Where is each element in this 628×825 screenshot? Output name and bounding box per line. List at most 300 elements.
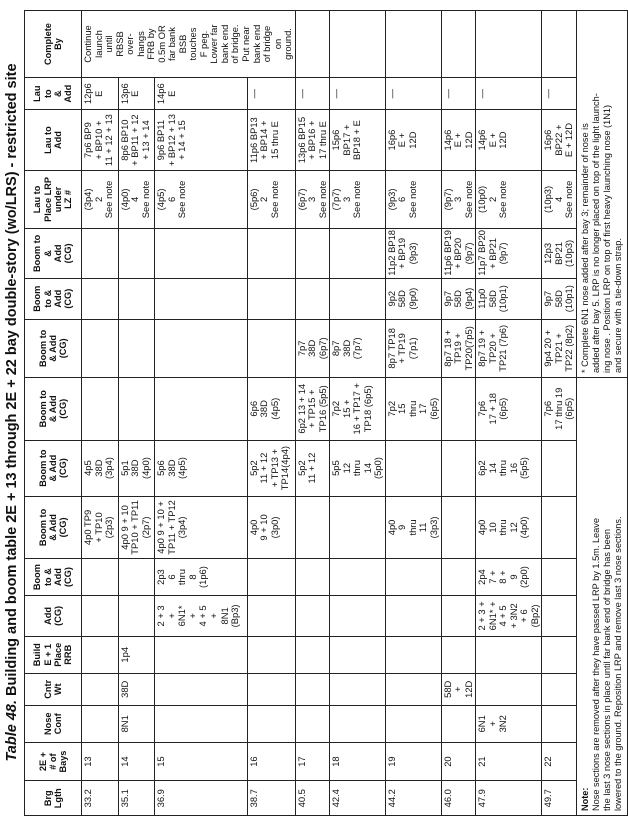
cell-line: 7p7 [295,340,307,357]
table-cell [155,636,247,673]
table-cell [295,110,330,170]
cell-line: 38D [165,459,177,477]
cell-line: 5p1 [118,460,130,476]
table-cell [385,377,441,440]
cell-line: Add [63,84,74,103]
cell-line: + 3N2 [507,603,519,629]
table-cell [476,78,542,110]
cell-line: 4p0 TP9 [82,509,93,546]
cell-line: Continue [82,25,93,63]
notes-row [576,11,627,816]
cell-line: (10p0) [476,185,488,213]
table-cell [441,229,476,279]
cell-line: until [103,35,115,53]
cell-line: 44.2 [385,789,397,808]
star-note-line: * Complete 6N1 nose added after bay 3; remainder of nose is [579,123,590,373]
cell-line: 49.7 [542,789,554,808]
table-cell [542,705,577,742]
cell-line: (4p5) [176,457,188,480]
table-cell [542,229,577,279]
complete-by-cell [476,11,542,78]
table-cell [118,440,155,496]
table-cell [542,781,577,816]
cell-line: on [271,38,283,50]
cell-line: 3 [306,196,318,203]
cell-line: over- [124,33,136,55]
cell-line: FRB by [145,28,157,60]
cell-line: (6p7) [316,337,328,360]
table-cell [295,673,330,705]
cell-line: (10p3) [542,185,554,213]
table-header [25,11,82,816]
cell-line: far bank [166,27,178,61]
table-cell [476,377,542,440]
table-cell [82,742,119,781]
cell-line: 11 + 12 + 13 [103,114,115,167]
table-cell [247,78,295,110]
cell-line: 8p7 18 + [441,329,453,367]
table-cell [330,673,386,705]
cell-line: (4p0) [118,188,130,211]
cell-line: 8 [186,574,198,580]
table-cell [385,595,441,636]
cell-line: 47.9 [476,789,488,808]
table-caption [4,0,20,825]
cell-line: 13p6 [118,83,130,105]
cell-line: 15p6 [330,129,342,151]
table-cell [542,78,577,110]
cell-line: 14 [486,462,498,474]
table-cell [247,742,295,781]
cell-line: + 13 + 14 [139,120,151,160]
table-cell [476,673,542,705]
cell-line: & [42,250,53,257]
cell-line: 8p7 TP18 [385,328,397,369]
table-cell [330,319,386,377]
cell-line: (6p5) [497,397,509,420]
cell-line: (9p3) [406,242,418,265]
table-cell [295,595,330,636]
table-cell [82,673,119,705]
star-note [576,11,627,378]
table-cell [247,673,295,705]
cell-line: (9p3) [385,188,397,211]
table-cell [82,781,119,816]
table-row [542,11,577,816]
cell-line: Boom [32,564,43,591]
table-cell [118,78,155,110]
table-cell [155,781,247,816]
cell-line: 33.2 [82,789,93,808]
cell-line: BP21 [552,241,564,265]
cell-line: E + [452,132,464,148]
table-cell [247,705,295,742]
table-cell [247,229,295,279]
cell-line: (9p4) [462,287,474,310]
table-cell [476,742,542,781]
table-cell [441,170,476,228]
table-cell [118,229,155,279]
cell-line: (6p5) [428,397,439,420]
column-header [25,742,82,781]
cell-line: (2p3) [103,516,115,539]
table-cell [476,319,542,377]
cell-line: E + [486,132,498,148]
cell-line: (CG) [58,458,69,479]
cell-line: TP19 + [452,333,464,364]
cell-line: + BP11 + 12 [129,114,141,166]
table-cell [82,496,119,559]
cell-line: (5p0) [372,457,384,480]
table-cell [385,110,441,170]
cell-line: 3 [340,196,352,203]
cell-line: 9p7 [542,290,554,307]
table-cell [441,377,476,440]
table-cell [441,781,476,816]
cell-line: 9p2 [385,290,397,307]
cell-line: 17 + 18 [486,392,498,425]
table-cell [330,742,386,781]
cell-line: & Add [47,514,58,541]
complete-by-cell [295,11,330,78]
cell-line: 38.7 [247,789,259,808]
table-body [82,11,577,816]
table-cell [542,595,577,636]
cell-line: 2p3 [155,569,167,585]
table-row [330,11,386,816]
table-cell [441,742,476,781]
table-cell [155,673,247,705]
cell-line: See note [563,180,575,219]
cell-line: (1p6) [197,566,209,589]
cell-line: (4p0) [139,457,151,480]
complete-by-cell [330,11,386,78]
cell-line: TP22 (8p2) [563,324,575,372]
cell-line: TP10 + TP11 [129,500,141,555]
cell-line: Place LRP [42,176,53,222]
cell-line: Boom to [37,329,48,367]
table-cell [118,673,155,705]
table-cell [295,559,330,596]
cell-line: TP20 + [486,333,498,364]
cell-line: + [186,613,198,619]
caption-label: Table 48. [4,699,20,762]
cell-line: & Add [47,334,58,362]
table-cell [385,742,441,781]
cell-line: Boom to [37,390,48,428]
cell-line: 2 [258,196,270,203]
table-cell [330,781,386,816]
cell-line: to & [42,289,53,308]
cell-line: 11p7 BP20 [476,229,488,276]
cell-line: 38D [258,400,270,418]
table-cell [295,229,330,279]
table-cell [476,278,542,319]
cell-line: 58D [441,680,453,698]
note-line: the last 3 nose sections in place until far bank end of bridge has been [601,529,612,811]
table-cell [385,78,441,110]
cell-line: 4p0 [247,519,259,536]
cell-line: 9 + 10 [258,514,270,541]
column-header [25,705,82,742]
cell-line: under [53,186,63,213]
cell-line: 6 [165,574,177,580]
cell-line: (9p0) [406,287,418,310]
cell-line: 11 + 12 [306,452,318,484]
cell-line: Boom [32,285,43,312]
cell-line: 14p6 [476,129,488,151]
cell-line: See note [176,180,188,219]
complete-by-cell [385,11,441,78]
cell-line: (9p7) [441,188,453,211]
table-cell [330,78,386,110]
cell-line: TP21 + [552,333,564,364]
table-cell [476,229,542,279]
table-cell [385,673,441,705]
table-cell [247,440,295,496]
cell-line: Put near [239,26,251,62]
table-cell [247,636,295,673]
column-header [25,170,82,228]
table-cell [441,636,476,673]
cell-line: RRB [63,644,74,665]
cell-line: 2 [486,196,498,203]
table-cell [118,278,155,319]
cell-line: (CG) [53,605,63,626]
table-cell [155,229,247,279]
cell-line: Wt [53,683,63,696]
cell-line: See note [139,180,151,219]
table-cell [155,170,247,228]
cell-line: 8N1 [118,715,130,733]
cell-line: By [53,38,63,50]
cell-line: Complete [42,23,53,65]
table-cell [118,705,155,742]
table-cell [441,705,476,742]
table-cell [476,170,542,228]
column-header [25,11,82,78]
table-cell [82,278,119,319]
table-cell [295,377,330,440]
cell-line: (3p3) [428,516,439,539]
column-header [25,229,82,279]
table-cell [82,595,119,636]
cell-line: (2p0) [518,566,530,589]
cell-line: 16p6 [385,129,397,151]
table-cell [542,636,577,673]
table-cell [118,781,155,816]
cell-line: + BP16 + [306,120,318,160]
table-cell [385,170,441,228]
table-row [476,11,542,816]
cell-line: TP16 (5p5) [316,385,328,433]
cell-line: Add [53,568,63,586]
table-cell [385,229,441,279]
cell-line: & Add [47,395,58,423]
cell-line: 58D [452,290,464,308]
column-header [25,595,82,636]
cell-line: 5p5 [330,460,342,476]
cell-line: — [247,89,259,99]
cell-line: See note [406,180,418,219]
cell-line: Lau [32,85,43,102]
cell-line: TP21 (7p6) [497,324,509,372]
cell-line: + TP19 [396,333,408,364]
table-cell [82,559,119,596]
column-header [25,78,82,110]
cell-line: Bays [58,750,69,773]
cell-line: 58D [552,290,564,308]
table-cell [155,319,247,377]
table-cell [155,559,247,596]
cell-line: 11p6 BP13 [247,117,259,163]
table-cell [295,742,330,781]
column-header [25,636,82,673]
cell-line: 4 [129,196,141,203]
cell-line: See note [497,180,509,219]
cell-line: See note [462,180,474,219]
table-cell [542,170,577,228]
table-cell [247,781,295,816]
table-cell [542,278,577,319]
cell-line: thru [406,400,418,417]
cell-line: See note [351,180,363,219]
cell-line: 18 [330,756,342,767]
table-cell [295,78,330,110]
table-cell [385,319,441,377]
cell-line: 8N1 [218,607,230,625]
cell-line: 14p6 [441,129,453,151]
cell-line: 7p2 [385,400,397,417]
cell-line: See note [316,180,328,219]
table-cell [441,559,476,596]
cell-line: 6p2 13 + 14 [295,383,307,434]
cell-line: 6N1 [476,715,488,733]
cell-line: (CG) [58,338,69,359]
table-cell [476,636,542,673]
cell-line: 2p4 [476,569,488,585]
star-note-line: added after bay 5. LRP is no longer placed on top of the light launch- [590,93,601,373]
table-cell [118,742,155,781]
cell-line: 14 [118,756,130,767]
cell-line: 17 thru 19 [552,387,564,430]
cell-line: + BP21 [486,237,498,269]
cell-line: 4p0 9 + 10 + [155,501,167,554]
cell-line: 4 + 5 [197,605,209,627]
cell-line: Place [53,642,63,667]
table-cell [155,278,247,319]
table-row [118,11,155,816]
cell-line: — [295,89,307,99]
cell-line: 5p2 [247,460,259,476]
cell-line: (3p4) [176,516,188,539]
table-cell [82,110,119,170]
note-heading: Note: [579,787,590,811]
cell-line: + BP10 + [92,120,104,160]
cell-line: 15 [396,403,408,414]
table-cell [385,278,441,319]
cell-line: + 6 [518,609,530,623]
cell-line: of bridge [261,25,273,63]
cell-line: 7p6 BP9 [82,122,93,159]
cell-line: 9p4 20 + [542,329,554,367]
table-cell [441,673,476,705]
cell-line: 5p6 [155,460,167,476]
table-cell [247,319,295,377]
table-cell [441,110,476,170]
cell-line: 6N1* + [486,601,498,631]
cell-line: 6N1* [176,605,188,627]
table-row [295,11,330,816]
cell-line: 6p6 [247,400,259,417]
cell-line: + 14 + 15 [176,120,188,160]
cell-line: 38D [118,680,130,698]
cell-line: (9p7) [462,242,474,265]
cell-line: + BP19 [396,237,408,269]
table-cell [118,595,155,636]
cell-line: to [42,89,53,99]
column-header [25,559,82,596]
table-cell [330,636,386,673]
cell-line: E + [396,132,408,148]
cell-line: 7p2 [330,400,342,417]
cell-line: See note [103,180,115,219]
cell-line: + BP12 + 13 [165,114,177,167]
cell-line: BSB [176,34,188,54]
cell-line: Boom to [37,508,48,547]
table-cell [385,636,441,673]
cell-line: (4p0) [518,516,530,539]
cell-line: 17 thru E [316,121,328,160]
cell-line: + [207,613,219,619]
cell-line: F peg. [197,30,209,58]
cell-line: LZ # [63,189,74,209]
cell-line: 9p6 BP11 [155,119,167,161]
cell-line: (6p5) [563,397,575,420]
cell-line: 16 + TP17 + [351,383,363,435]
column-header [25,278,82,319]
cell-line: 12D [462,680,474,698]
cell-line: 38D [92,459,104,477]
table-cell [155,377,247,440]
cell-line: (3p4) [103,457,115,480]
cell-line: 4p0 [385,519,397,536]
cell-line: bank end [218,24,230,64]
cell-line: TP18 (6p5) [361,385,373,433]
cell-line: E [165,90,177,97]
cell-line: Lower far [208,24,220,64]
cell-line: 16 [247,756,259,767]
table-cell [82,319,119,377]
table-cell [330,705,386,742]
table-row [441,11,476,816]
cell-line: 11p2 BP18 [385,229,397,276]
complete-by-cell [82,11,296,78]
table-cell [330,377,386,440]
cell-line: — [441,89,453,99]
table-cell [155,496,247,559]
cell-line: See note [268,180,280,219]
cell-line: 9 [507,574,519,580]
cell-line: 38D [129,459,141,477]
table-cell [542,496,577,559]
table-cell [295,496,330,559]
cell-line: touches [187,27,199,61]
cell-line: thru [351,460,363,477]
cell-line: 17 [417,403,429,414]
cell-line: 12D [462,131,474,149]
cell-line: (7p7) [330,188,342,211]
